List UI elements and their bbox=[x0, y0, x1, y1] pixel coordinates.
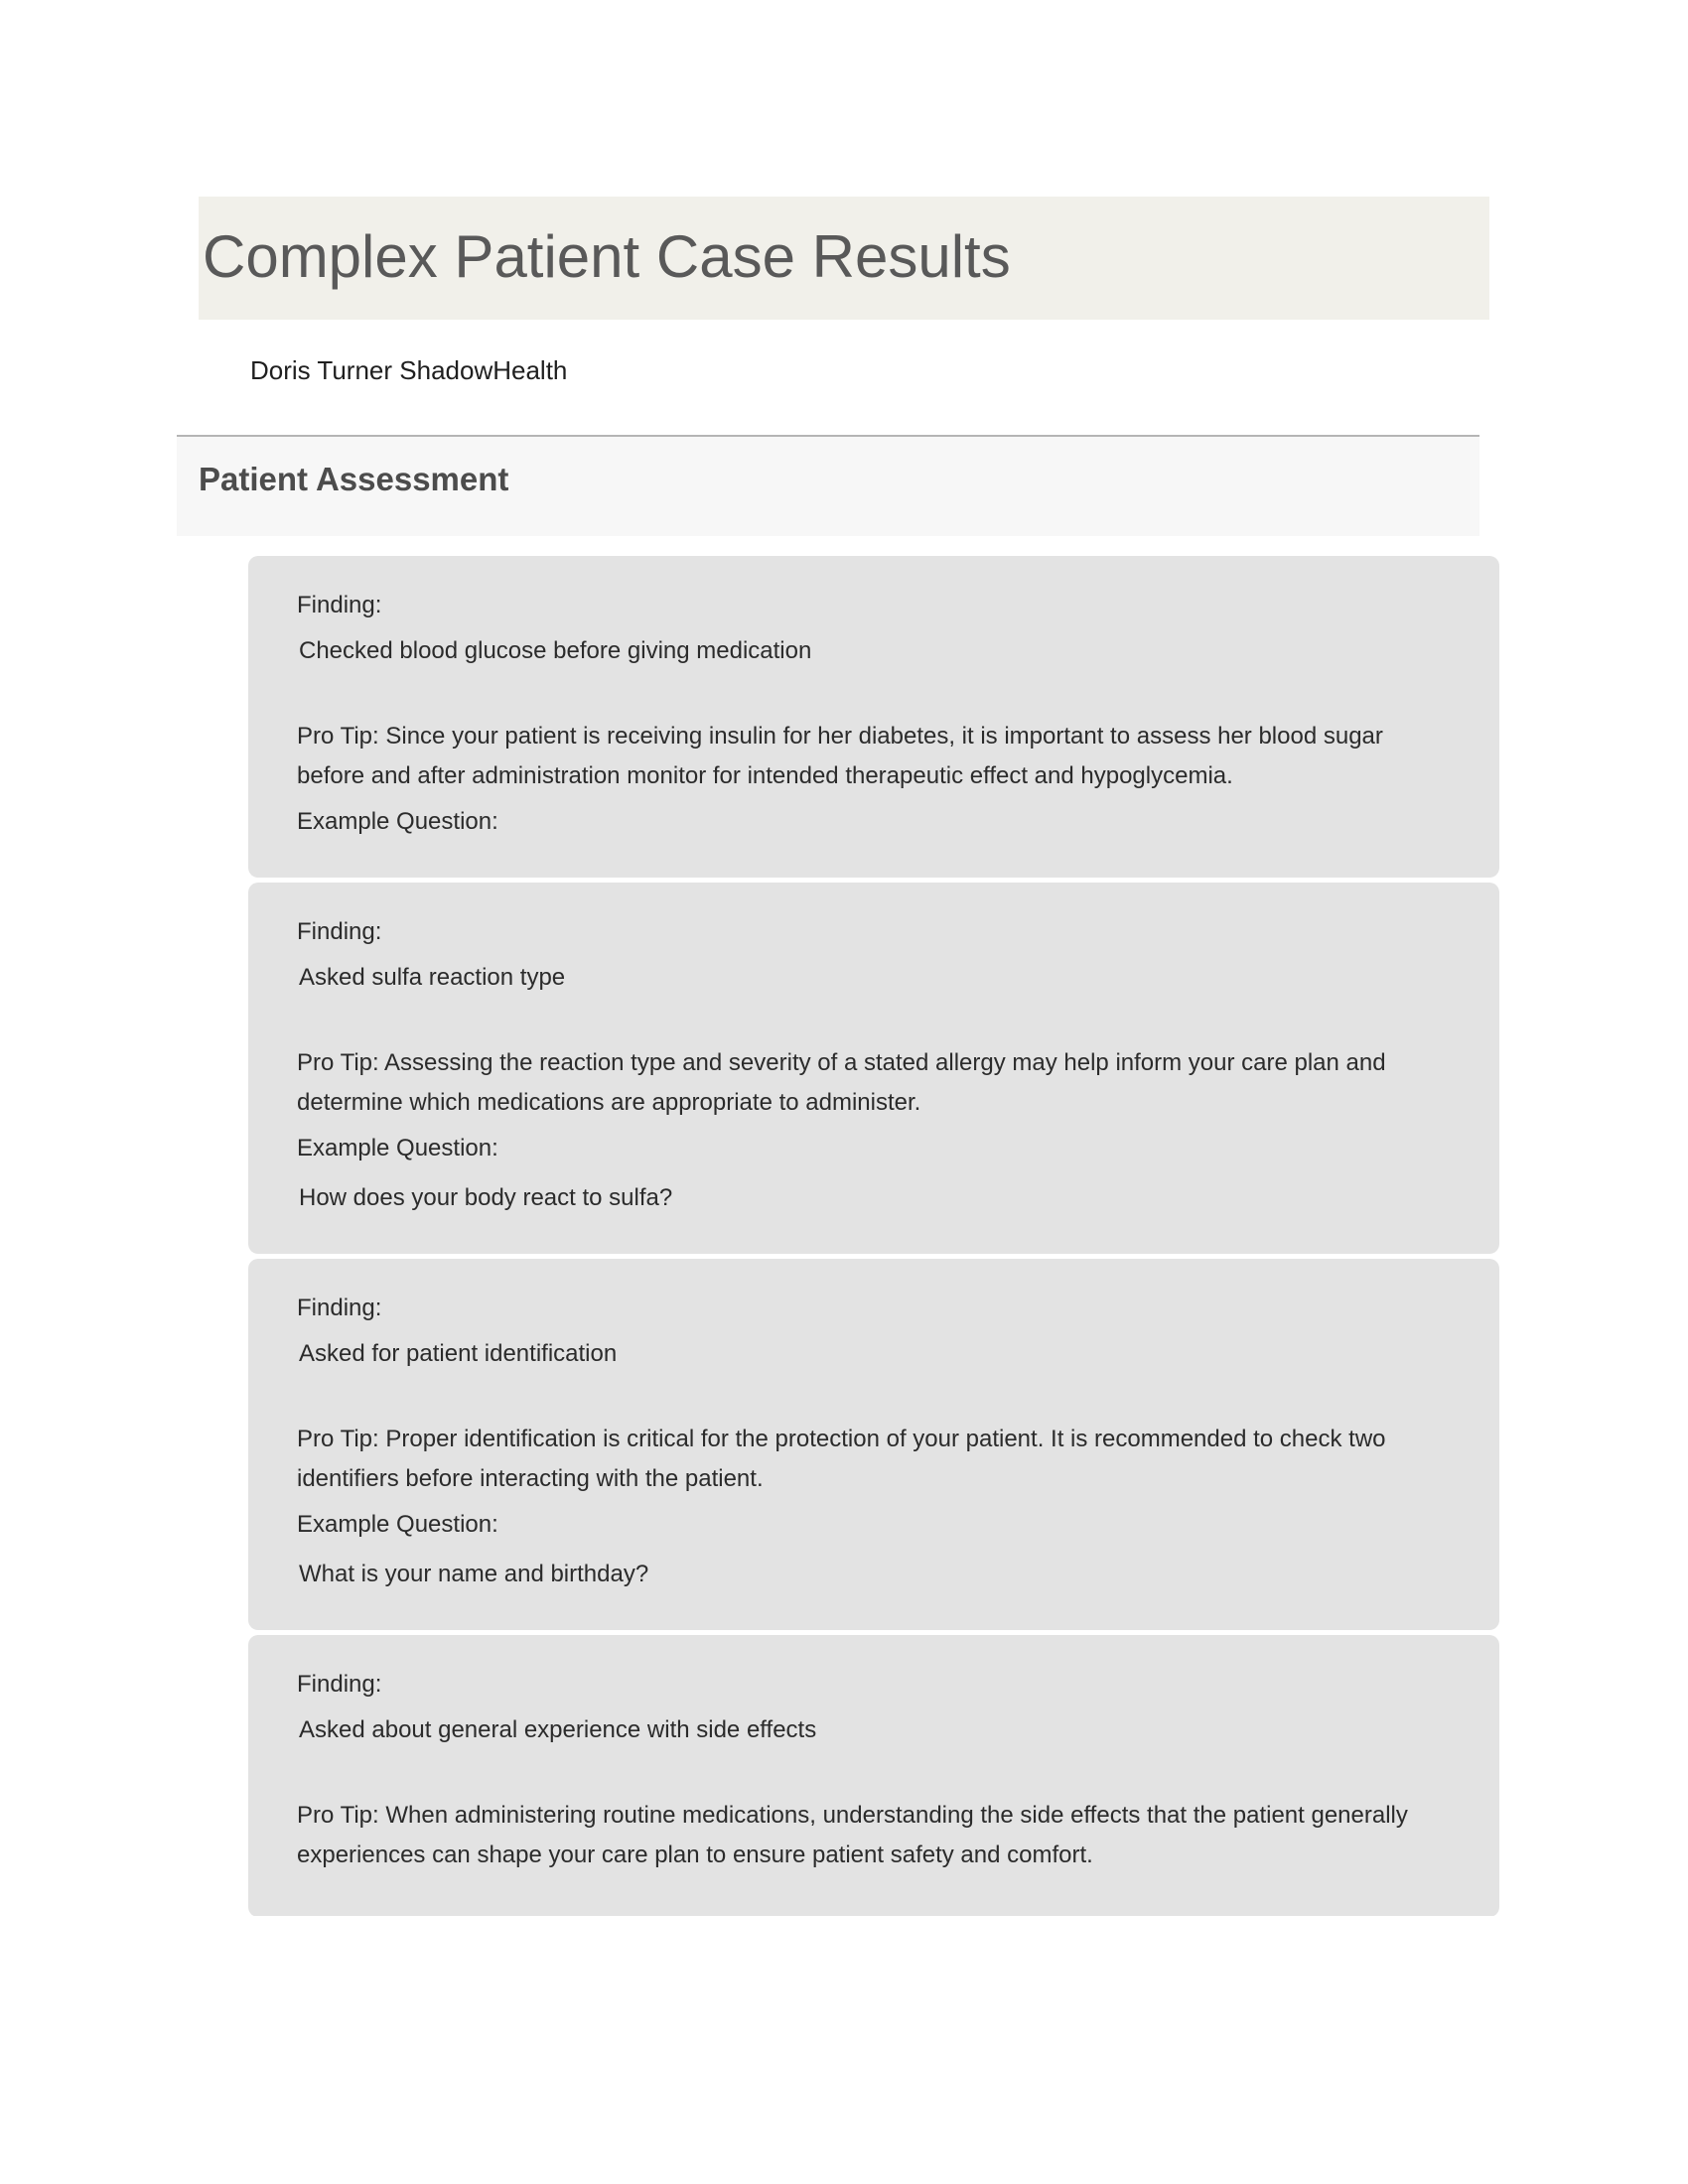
finding-card bbox=[248, 883, 1499, 1254]
finding-card bbox=[248, 1635, 1499, 1916]
pro-tip-text: Pro Tip: Since your patient is receiving insulin for her diabetes, it is important to assess her blood sugar before and after administration monitor for intended therapeutic effect and hypoglycemia. bbox=[297, 723, 1383, 789]
finding-card bbox=[248, 1259, 1499, 1630]
patient-subtitle: Doris Turner ShadowHealth bbox=[250, 355, 568, 385]
finding-card bbox=[248, 556, 1499, 878]
pro-tip-text: Pro Tip: When administering routine medications, understanding the side effects that the patient generally experiences can shape your care plan to ensure patient safety and comfort. bbox=[297, 1802, 1408, 1868]
example-question-label: Example Question: bbox=[297, 1135, 498, 1161]
pro-tip-text: Pro Tip: Proper identification is critical for the protection of your patient. It is recommended to check two identifiers before interacting with the patient. bbox=[297, 1426, 1386, 1492]
example-question-text: What is your name and birthday? bbox=[299, 1561, 649, 1587]
example-question-text: How does your body react to sulfa? bbox=[299, 1184, 673, 1211]
pro-tip-text: Pro Tip: Assessing the reaction type and severity of a stated allergy may help inform your care plan and determine which medications are appropriate to administer. bbox=[297, 1049, 1386, 1116]
finding-label: Finding: bbox=[297, 1295, 382, 1321]
section-header-bar bbox=[177, 435, 1479, 536]
page-title: Complex Patient Case Results bbox=[203, 223, 1011, 290]
example-question-label: Example Question: bbox=[297, 1511, 498, 1538]
title-banner bbox=[199, 197, 1489, 320]
section-heading: Patient Assessment bbox=[199, 461, 509, 497]
finding-text: Asked for patient identification bbox=[299, 1340, 618, 1367]
findings-list bbox=[248, 556, 1499, 1916]
finding-text: Asked about general experience with side effects bbox=[299, 1716, 817, 1743]
finding-label: Finding: bbox=[297, 918, 382, 945]
finding-label: Finding: bbox=[297, 1671, 382, 1698]
finding-label: Finding: bbox=[297, 592, 382, 618]
finding-text: Checked blood glucose before giving medication bbox=[299, 637, 812, 664]
example-question-label: Example Question: bbox=[297, 808, 498, 835]
finding-text: Asked sulfa reaction type bbox=[299, 964, 566, 991]
